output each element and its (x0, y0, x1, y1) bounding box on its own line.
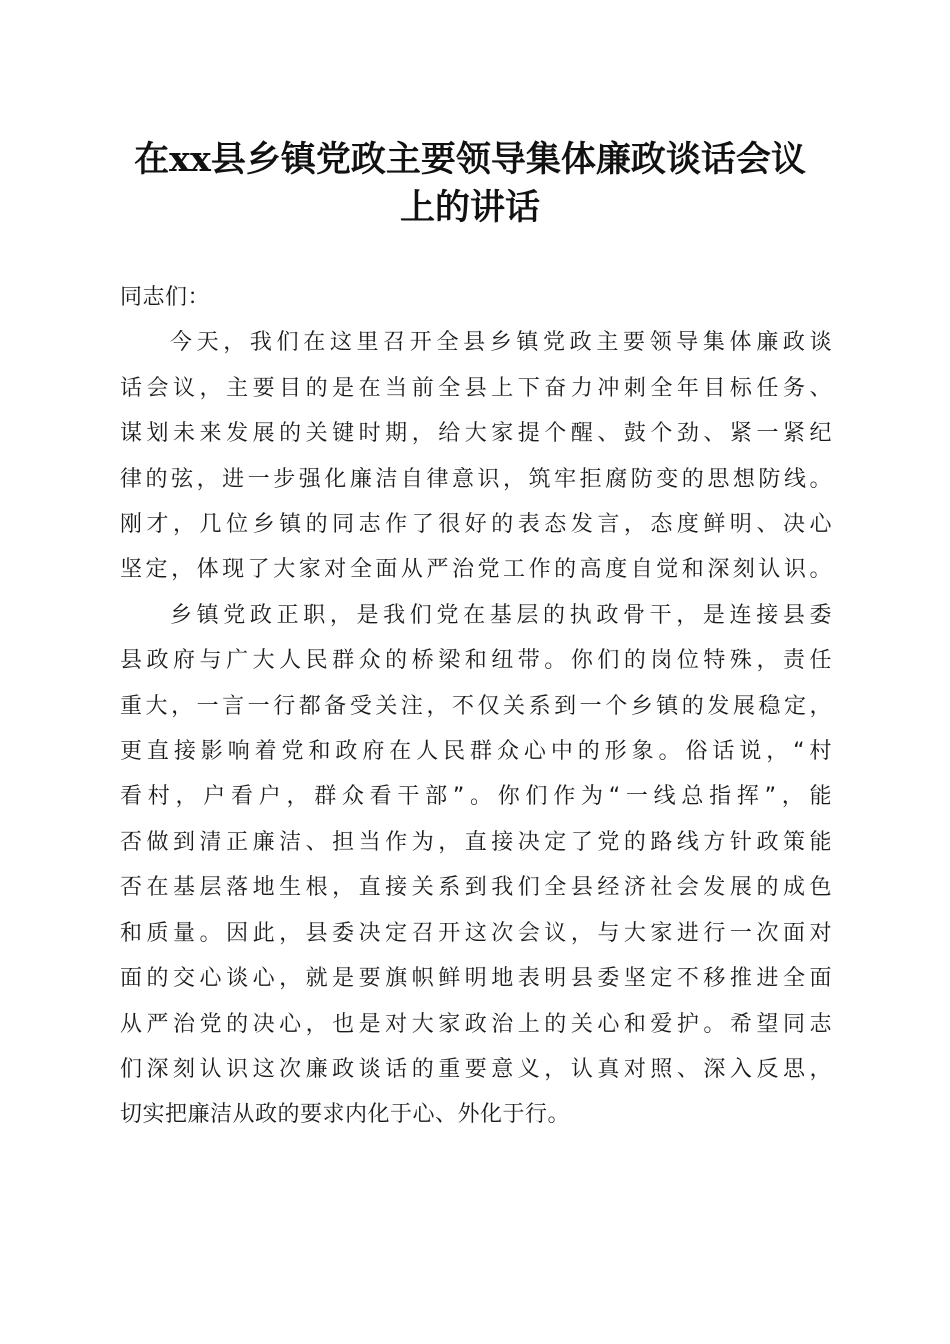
salutation: 同志们： (120, 285, 211, 310)
paragraph-line: 从严治党的决心，也是对大家政治上的关心和爱护。希望同志 (120, 1011, 832, 1037)
paragraph-line: 话会议，主要目的是在当前全县上下奋力冲刺全年目标任务、 (120, 375, 832, 401)
paragraph-line: 乡镇党政正职，是我们党在基层的执政骨干，是连接县委 (170, 602, 832, 628)
paragraph-line: 否在基层落地生根，直接关系到我们全县经济社会发展的成色 (120, 875, 832, 901)
paragraph-line: 刚才，几位乡镇的同志作了很好的表态发言，态度鲜明、决心 (120, 512, 832, 538)
paragraph-line: 坚定，体现了大家对全面从严治党工作的高度自觉和深刻认识。 (120, 557, 832, 583)
paragraph-line: 更直接影响着党和政府在人民群众心中的形象。俗话说，“村 (120, 739, 832, 765)
title-line-1: 在xx县乡镇党政主要领导集体廉政谈话会议 (134, 139, 806, 180)
paragraph-line: 看村，户看户，群众看干部”。你们作为“一线总指挥”，能 (120, 784, 832, 810)
paragraph-2 (120, 593, 832, 1138)
paragraph-line: 谋划未来发展的关键时期，给大家提个醒、鼓个劲、紧一紧纪 (120, 421, 832, 447)
paragraph-line: 和质量。因此，县委决定召开这次会议，与大家进行一次面对 (120, 920, 832, 946)
paragraph-line: 今天，我们在这里召开全县乡镇党政主要领导集体廉政谈 (170, 330, 832, 356)
document-title (100, 136, 840, 232)
paragraph-line: 县政府与广大人民群众的桥梁和纽带。你们的岗位特殊，责任 (120, 648, 832, 674)
title-line-2: 上的讲话 (399, 187, 540, 228)
paragraph-line: 重大，一言一行都备受关注，不仅关系到一个乡镇的发展稳定， (120, 693, 832, 719)
paragraph-line: 面的交心谈心，就是要旗帜鲜明地表明县委坚定不移推进全面 (120, 966, 832, 992)
paragraph-line: 切实把廉洁从政的要求内化于心、外化于行。 (120, 1102, 571, 1128)
document-body (120, 275, 832, 1138)
paragraph-line: 否做到清正廉洁、担当作为，直接决定了党的路线方针政策能 (120, 829, 832, 855)
paragraph-line: 们深刻认识这次廉政谈话的重要意义，认真对照、深入反思， (120, 1056, 832, 1082)
paragraph-line: 律的弦，进一步强化廉洁自律意识，筑牢拒腐防变的思想防线。 (120, 466, 832, 492)
paragraph-1 (120, 320, 832, 592)
